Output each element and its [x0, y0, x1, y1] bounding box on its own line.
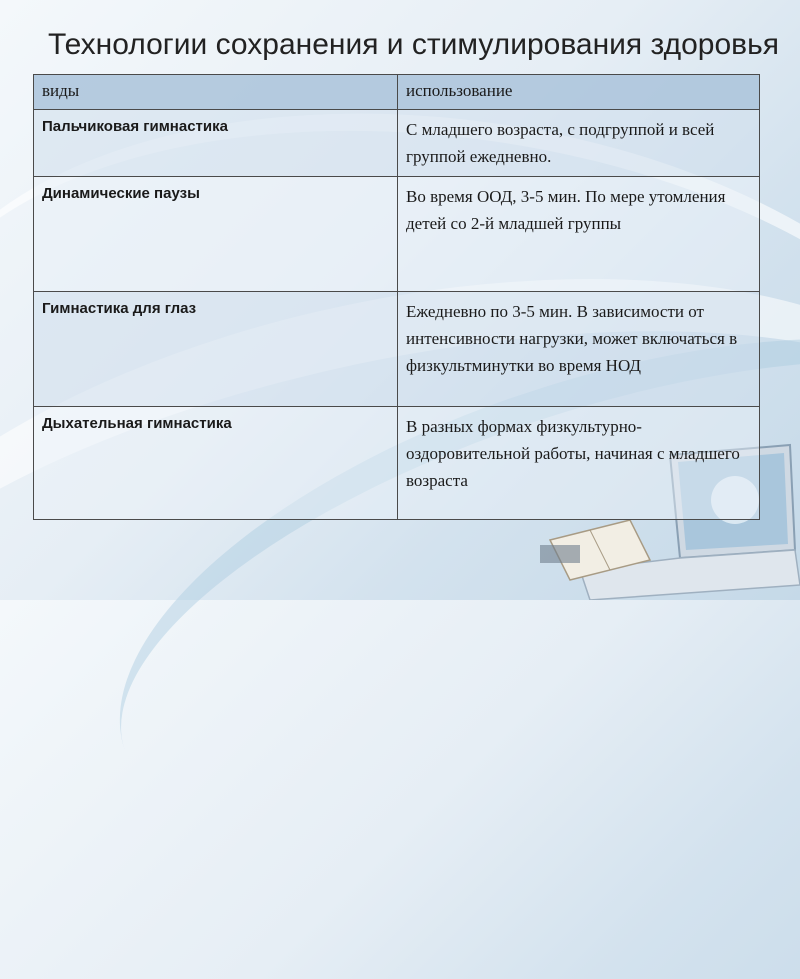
- table-row: [34, 177, 760, 292]
- cell-kind: Дыхательная гимнастика: [34, 407, 398, 520]
- cell-kind: Гимнастика для глаз: [34, 292, 398, 407]
- table-header-row: [34, 75, 760, 110]
- cell-usage: С младшего возраста, с подгруппой и всей группой ежедневно.: [398, 110, 760, 177]
- table-row: [34, 292, 760, 407]
- column-header-usage: использование: [398, 75, 760, 110]
- table-row: [34, 110, 760, 177]
- column-header-kinds: виды: [34, 75, 398, 110]
- health-technologies-table: [33, 74, 760, 520]
- cell-usage: Во время ООД, 3-5 мин. По мере утомления детей со 2-й младшей группы: [398, 177, 760, 292]
- page-title: Технологии сохранения и стимулирования здоровья: [48, 28, 779, 61]
- cell-kind: Пальчиковая гимнастика: [34, 110, 398, 177]
- cell-usage: Ежедневно по 3-5 мин. В зависимости от интенсивности нагрузки, может включаться в физкультминутки во время НОД: [398, 292, 760, 407]
- table-row: [34, 407, 760, 520]
- cell-usage: В разных формах физкультурно-оздоровительной работы, начиная с младшего возраста: [398, 407, 760, 520]
- cell-kind: Динамические паузы: [34, 177, 398, 292]
